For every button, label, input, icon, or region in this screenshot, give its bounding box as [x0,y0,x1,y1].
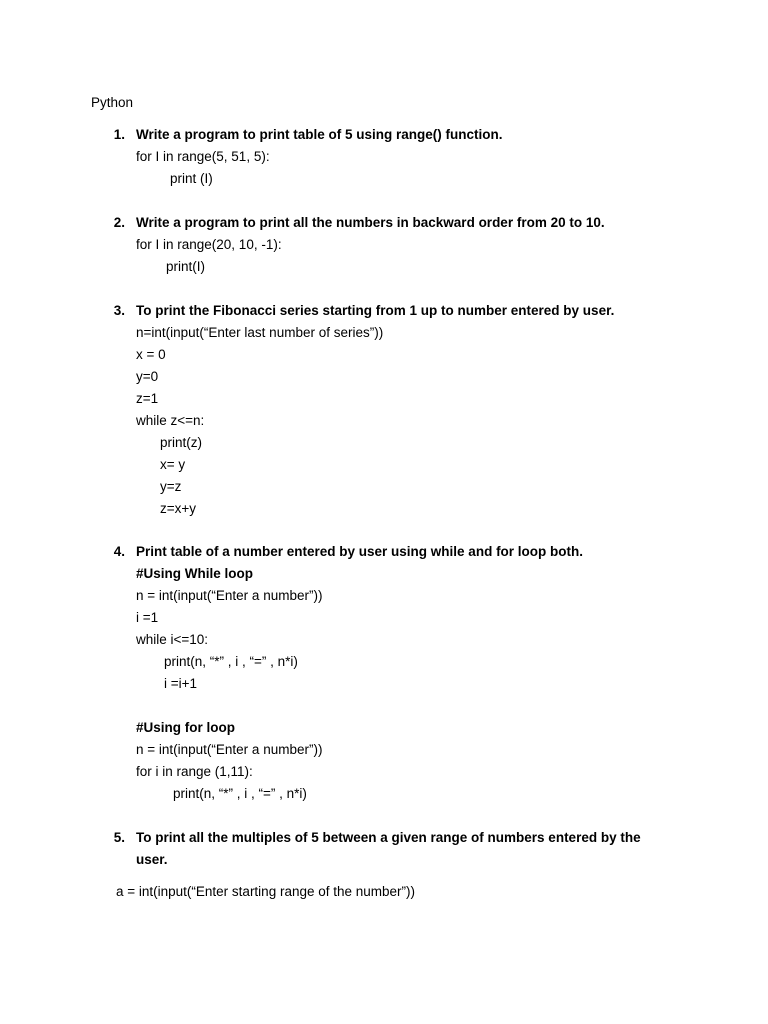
q3-code-line: z=x+y [160,501,197,516]
q3-code-line: y=0 [136,369,159,384]
q1-code-line: print (I) [170,171,213,186]
q2-code-line: for I in range(20, 10, -1): [136,237,282,252]
q4-for-code-line: n = int(input(“Enter a number”)) [136,742,323,757]
q4-while-heading: #Using While loop [136,566,253,581]
q3-code-line: print(z) [160,435,203,450]
q2-heading: Write a program to print all the numbers in backward order from 20 to 10. [136,215,605,230]
q4-heading: Print table of a number entered by user using while and for loop both. [136,544,584,559]
q3-code-line: z=1 [136,391,159,406]
q4-while-code-line: while i<=10: [136,632,209,647]
q5-code-line: a = int(input(“Enter starting range of the number”)) [116,884,416,899]
q3-code-line: n=int(input(“Enter last number of series”)) [136,325,384,340]
q2-code-line: print(I) [166,259,206,274]
q3-code-line: x= y [160,457,186,472]
q3-code-line: while z<=n: [136,413,205,428]
document-title: Python [91,95,134,110]
q4-while-code-line: i =1 [136,610,159,625]
q2-number: 2. [113,215,125,230]
q4-while-code-line: n = int(input(“Enter a number”)) [136,588,323,603]
q1-number: 1. [113,127,125,142]
q1-code-line: for I in range(5, 51, 5): [136,149,270,164]
q4-number: 4. [113,544,125,559]
q4-while-code-line: i =i+1 [164,676,198,691]
q4-while-code-line: print(n, “*” , i , “=” , n*i) [164,654,298,669]
q1-heading: Write a program to print table of 5 using range() function. [136,127,503,142]
q5-number: 5. [113,830,125,845]
q3-code-line: y=z [160,479,182,494]
q4-for-heading: #Using for loop [136,720,235,735]
q3-heading: To print the Fibonacci series starting from 1 up to number entered by user. [136,303,615,318]
q4-for-code-line: for i in range (1,11): [136,764,253,779]
q3-number: 3. [113,303,125,318]
q5-heading-line2: user. [136,852,168,867]
q5-heading-line1: To print all the multiples of 5 between a given range of numbers entered by the [136,830,641,845]
q3-code-line: x = 0 [136,347,166,362]
q4-for-code-line: print(n, “*” , i , “=” , n*i) [173,786,307,801]
